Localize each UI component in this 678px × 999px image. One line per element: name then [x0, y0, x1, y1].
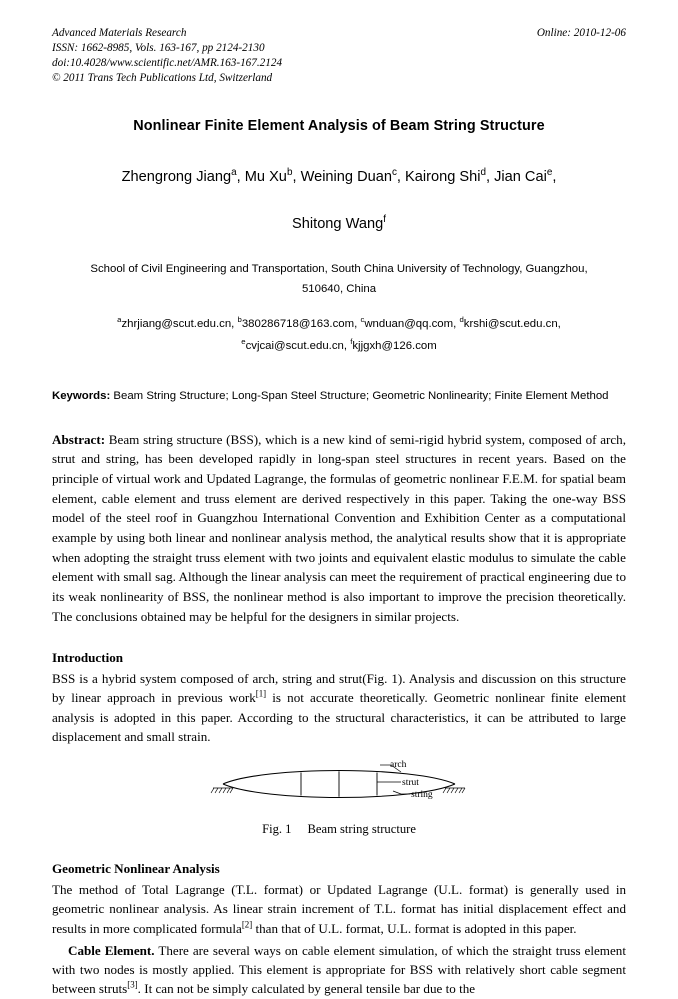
journal-name: Advanced Materials Research — [52, 27, 187, 39]
author-list-line-1 — [52, 167, 626, 189]
affiliation — [52, 260, 626, 300]
page-title: Nonlinear Finite Element Analysis of Beam String Structure — [133, 117, 545, 134]
figure-caption — [52, 822, 626, 837]
citation-ref-2: [2] — [241, 919, 253, 930]
author-entry: Weining Duan$^c$, — [300, 166, 406, 185]
label-strut: strut — [402, 778, 419, 789]
keywords-label: Keywords: — [52, 389, 111, 402]
email-marker: f — [350, 337, 353, 347]
email-address: wnduan@qq.com, — [364, 318, 460, 331]
email-address: zhrjiang@scut.edu.cn, — [121, 318, 238, 331]
author-entry: Kairong Shi$^d$, — [405, 166, 495, 185]
author-entry: Mu Xu$^b$, — [244, 166, 301, 185]
abstract-label: Abstract: — [52, 431, 106, 447]
email-marker: c — [360, 315, 365, 325]
label-string: string — [411, 790, 433, 801]
doi-line: doi:10.4028/www.scientific.net/AMR.163-167.2124 — [52, 56, 283, 69]
email-line-2 — [52, 336, 626, 358]
cable-element-paragraph — [52, 941, 626, 999]
email-address: kjjgxh@126.com — [352, 340, 437, 353]
page-header — [52, 26, 626, 86]
author-affil-marker: c — [391, 166, 397, 178]
citation-ref-3: [3] — [127, 979, 138, 990]
beam-string-structure-diagram — [205, 758, 473, 816]
cable-text-part-2: . It can not be simply calculated by general tensile bar due to the — [137, 981, 476, 997]
figure-1 — [52, 758, 626, 837]
abstract-text: Beam string structure (BSS), which is a new kind of semi-rigid hybrid system, composed of arch, strut and string, has been developed rapidly in long-span steel structures in recent years. Based on the principle of virtual work and Updated Lagrange, the formulas of geometric nonlinear F.E.M. for spatial beam element, cable element and truss element are derived respectively in this paper. Taking the one-way BSS model of the steel roof in Guangzhou International Convention and Exhibition Center as a computational example by using both linear and nonlinear analysis method, the analytical results show that it is appropriate when adopting the straight truss element with two joints and equivalent elastic modulus to simulate the cable element with small sag. Although the linear analysis can meet the requirement of practical engineering due to its weak nonlinearity of BSS, the nonlinear method is also important to improve the precision theoretically. The conclusions obtained may be helpful for the designers in similar projects. — [52, 431, 626, 624]
keywords-block — [52, 388, 626, 405]
keywords-text: Beam String Structure; Long-Span Steel Structure; Geometric Nonlinearity; Finite Element Method — [110, 389, 609, 402]
section-heading-introduction: Introduction — [52, 650, 124, 666]
header-left-block — [52, 26, 282, 86]
affiliation-line-1: School of Civil Engineering and Transportation, South China University of Technology, Guangzhou, — [90, 263, 588, 276]
label-arch: arch — [390, 760, 407, 771]
abstract-block — [52, 430, 626, 626]
email-address: 380286718@163.com, — [241, 318, 361, 331]
geometric-text-part-2: than that of U.L. format, U.L. format is adopted in this paper. — [252, 920, 577, 936]
email-line-1 — [52, 314, 626, 336]
email-marker: d — [459, 315, 464, 325]
affiliation-line-2: 510640, China — [301, 283, 377, 296]
cable-element-label: Cable Element. — [68, 942, 155, 958]
author-list-line-2 — [52, 216, 626, 232]
geometric-text-part-1: The method of Total Lagrange (T.L. format) or Updated Lagrange (U.L. format) is generally used in geometric nonlinear analysis. As linear strain increment of T.L. format has initial displacement effect and results in more complicated formula — [52, 882, 626, 936]
author-affil-marker: d — [480, 166, 486, 178]
cable-text-part-1: There are several ways on cable element simulation, of which the straight truss element with two nodes is mostly applied. This element is appropriate for BSS with relatively short cable segment between struts — [52, 942, 626, 997]
section-heading-geometric-nonlinear-analysis: Geometric Nonlinear Analysis — [52, 861, 220, 877]
author-entry: Jian Cai$^e$, — [494, 166, 557, 185]
online-date: Online: 2010-12-06 — [536, 27, 626, 39]
intro-text-part-1: BSS is a hybrid system composed of arch, string and strut(Fig. 1). Analysis and discussion on this structure by linear approach in previous work — [52, 671, 626, 706]
author-entry: Shitong Wang$^f$ — [292, 214, 386, 233]
figure-title: Beam string structure — [307, 822, 416, 837]
author-entry: Zhengrong Jiang$^a$, — [121, 166, 245, 185]
geometric-paragraph — [52, 880, 626, 938]
figure-number: Fig. 1 — [262, 822, 292, 837]
author-affil-marker: a — [231, 166, 237, 178]
copyright-line: © 2011 Trans Tech Publications Ltd, Switzerland — [52, 71, 273, 84]
author-emails — [52, 314, 626, 357]
email-marker: a — [117, 315, 122, 325]
intro-text-part-2: is not accurate theoretically. Geometric nonlinear finite element analysis is adopted in this paper. According to the structural characteristics, it can be attributed to large displacement and small strain. — [52, 690, 626, 744]
author-affil-marker: e — [546, 166, 553, 178]
author-affil-marker: f — [383, 214, 386, 226]
email-marker: b — [237, 315, 242, 325]
citation-ref-1: [1] — [255, 689, 267, 700]
email-address: krshi@scut.edu.cn, — [463, 318, 561, 331]
email-address: cvjcai@scut.edu.cn, — [245, 340, 351, 353]
author-affil-marker: b — [286, 166, 293, 178]
issn-line: ISSN: 1662-8985, Vols. 163-167, pp 2124-2130 — [52, 41, 265, 54]
email-marker: e — [241, 337, 246, 347]
introduction-paragraph — [52, 669, 626, 746]
